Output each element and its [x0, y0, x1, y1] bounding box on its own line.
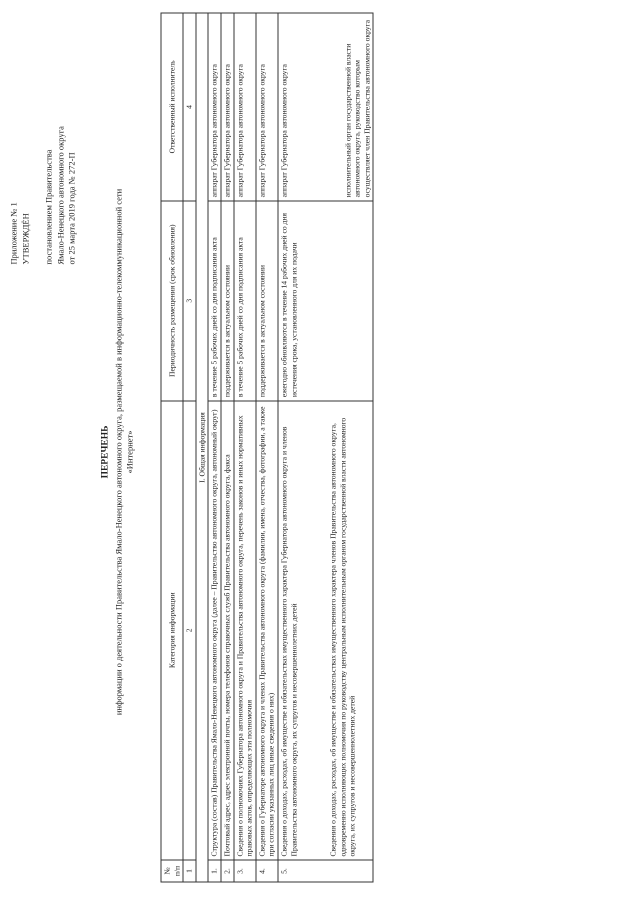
row-executor: аппарат Губернатора автономного округа [279, 64, 289, 198]
row-category: Структура (состав) Правительства Ямало-Ненецкого автономного округа (далее – Правительство автономного округа, автономный округ) [208, 401, 221, 860]
row-executor: аппарат Губернатора автономного округа [256, 13, 278, 201]
table-row [208, 13, 221, 882]
section-row [196, 13, 209, 882]
table-row [278, 13, 373, 882]
row-num: 2. [221, 860, 234, 882]
row-num: 5. [278, 860, 373, 882]
approved-label: УТВЕРЖДЁН [20, 213, 30, 265]
table-row [234, 13, 256, 882]
section-title: I. Общая информация [196, 13, 209, 882]
date-line: от 25 марта 2019 года № 272-П [66, 152, 77, 265]
row-period: поддерживается в актуальном состоянии [221, 201, 234, 401]
document-subtitle: информации о деятельности Правительства Ямало-Ненецкого автономного округа, размещаемой в информационно-телекоммуникационной сети [113, 188, 123, 716]
row-period: в течение 5 рабочих дней со дня подписания акта [208, 201, 221, 401]
row-category: Сведения о доходах, расходах, об имуществе и обязательствах имущественного характера Губернатора автономного округа и членов Правительства автономного округа, их супругов и несовершеннолетних детей [279, 426, 299, 857]
appendix-label: Приложение № 1 [8, 202, 19, 265]
header-executor: Ответственный исполнитель [161, 13, 183, 201]
column-index: 4 [183, 13, 196, 201]
row-executor: аппарат Губернатора автономного округа [208, 13, 221, 201]
row-executor: аппарат Губернатора автономного округа [234, 13, 256, 201]
column-index: 3 [183, 201, 196, 401]
row-category: Почтовый адрес, адрес электронной почты, номера телефонов справочных служб Правительства автономного округа, факса [221, 401, 234, 860]
resolution-line: постановлением Правительства [43, 149, 54, 265]
document-subtitle-2: «Интернет» [124, 430, 135, 474]
row-category: Сведения о полномочиях Губернатора автономного округа и Правительства автономного округа, перечень законов и иных нормативных правовых актов, определяющих эти полномочия [234, 401, 256, 860]
approval-block [9, 25, 79, 265]
table-header-row [161, 13, 183, 882]
row-category-cell [278, 401, 373, 860]
table-row [256, 13, 278, 882]
row-executor-secondary: исполнительный орган государственной власти автономного округа, руководство которым осуществляет член Правительства автономного округа [343, 19, 372, 198]
row-num: 4. [256, 860, 278, 882]
document-title: ПЕРЕЧЕНЬ [100, 425, 111, 479]
header-period: Периодичность размещения (срок обновления) [161, 201, 183, 401]
row-period: в течение 5 рабочих дней со дня подписания акта [234, 201, 256, 401]
row-executor-cell [278, 13, 373, 201]
header-num: № п/п [161, 860, 183, 882]
document-page [1, 0, 640, 905]
row-period: ежегодно обновляются в течение 14 рабочих дней со дня истечения срока, установленного для их подачи [278, 201, 373, 401]
row-period: поддерживается в актуальном состоянии [256, 201, 278, 401]
document-heading [101, 0, 137, 905]
header-category: Категория информации [161, 401, 183, 860]
row-category: Сведения о Губернаторе автономного округа и членах Правительства автономного округа (фамилии, имена, отчества, фотографии, а также при согласии указанных лиц иные сведения о них) [256, 401, 278, 860]
row-category-secondary: Сведения о доходах, расходах, об имуществе и обязательствах имущественного характера членов Правительства автономного округа, одновременно исполняющих полномочия по руководству центральным исполнительным органом государственной власти автономного округа, их супругов и несовершеннолетних детей [328, 417, 357, 857]
table-row [221, 13, 234, 882]
region-line: Ямало-Ненецкого автономного округа [55, 126, 65, 265]
row-num: 3. [234, 860, 256, 882]
column-index: 2 [183, 401, 196, 860]
column-index: 1 [183, 860, 196, 882]
column-index-row [183, 13, 196, 882]
information-table [161, 13, 374, 883]
row-executor: аппарат Губернатора автономного округа [221, 13, 234, 201]
row-num: 1. [208, 860, 221, 882]
